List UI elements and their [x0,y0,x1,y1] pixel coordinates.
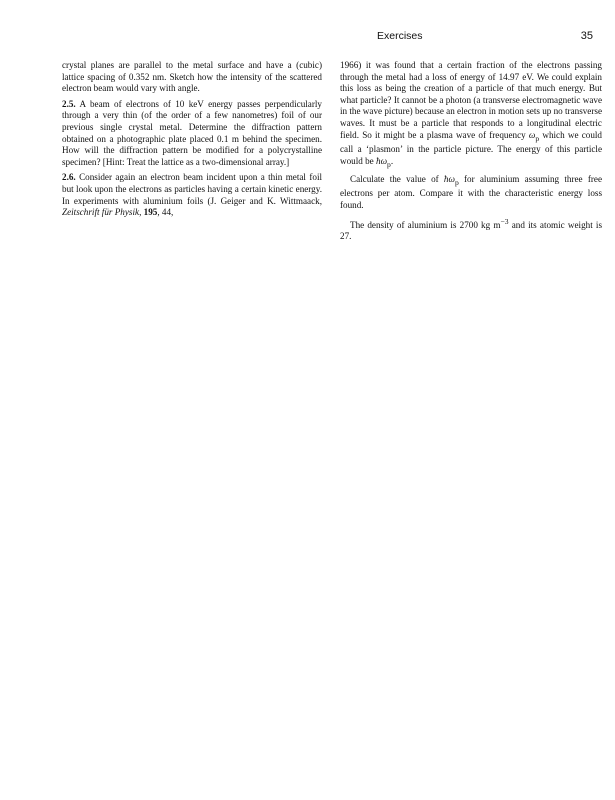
hbar-omega-symbol: ħω [443,174,455,184]
paragraph [340,216,602,243]
journal-title: Zeitschrift für Physik [62,207,140,218]
exercise-text: A beam of electrons of 10 keV energy passes perpendicularly through a very thin (of the order of a few nanometres) foil of our previous single crystal metal. Determine the diffraction pattern obtained on a photographic plate placed 0.1 m behind the specimen. How will the diffraction pattern be modified for a polycrystalline specimen? [Hint: Treat the lattice as a two-dimensional array.] [62,98,322,167]
paragraph-text: and its atomic weight is 27. [340,219,602,242]
exercise-number: 2.6. [62,172,76,183]
superscript: −3 [500,216,509,226]
page-header [0,30,615,46]
paragraph-text: Calculate the value of [350,174,444,184]
subscript: p [535,133,540,143]
paragraph [340,60,602,170]
paragraph-text: which we could call a ‘plasmon’ in the particle picture. The energy of this particle would be [340,129,602,166]
right-column [340,60,602,243]
subscript: p [387,159,391,169]
paragraph-text: for aluminium assuming three free electrons per atom. Compare it with the characteristic energy loss found. [340,174,602,211]
exercise-number: 2.5. [62,98,76,109]
subscript: p [454,177,459,187]
text-fragment: , 44, [157,207,174,218]
paragraph [340,174,602,212]
exercise-text: Consider again an electron beam incident upon a thin metal foil but look upon the electrons as particles having a certain kinetic energy. In experiments with aluminium foils (J. Geiger and K. Wittmaack, [62,172,323,206]
running-title: Exercises [377,30,423,42]
exercise-2-6 [62,172,322,218]
hbar-omega-symbol: ħω [376,155,388,166]
left-column [62,60,322,219]
paragraph-text: The density of aluminium is 2700 kg m [350,219,501,230]
paragraph-text: crystal planes are parallel to the metal surface and have a (cubic) lattice spacing of 0.352 nm. Sketch how the intensity of the scattered electron beam would vary with angle. [62,60,322,94]
text-fragment: , [139,207,144,218]
paragraph-text: 1966) it was found that a certain fraction of the electrons passing through the metal had a loss of energy of 14.97 eV. We could explain this loss as being the creation of a particle of that much energy. But what particle? It cannot be a photon (a transverse electromagnetic wave in the wave picture) because an electron in motion sets up no transverse waves. It must be a particle that responds to a longitudinal electric field. So it might be a plasma wave of frequency [340,60,603,140]
journal-volume: 195 [143,207,158,218]
paragraph [62,60,322,95]
exercise-2-5 [62,99,322,169]
omega-symbol: ω [528,129,536,140]
paragraph-text: . [390,155,394,166]
page-number: 35 [580,30,593,42]
